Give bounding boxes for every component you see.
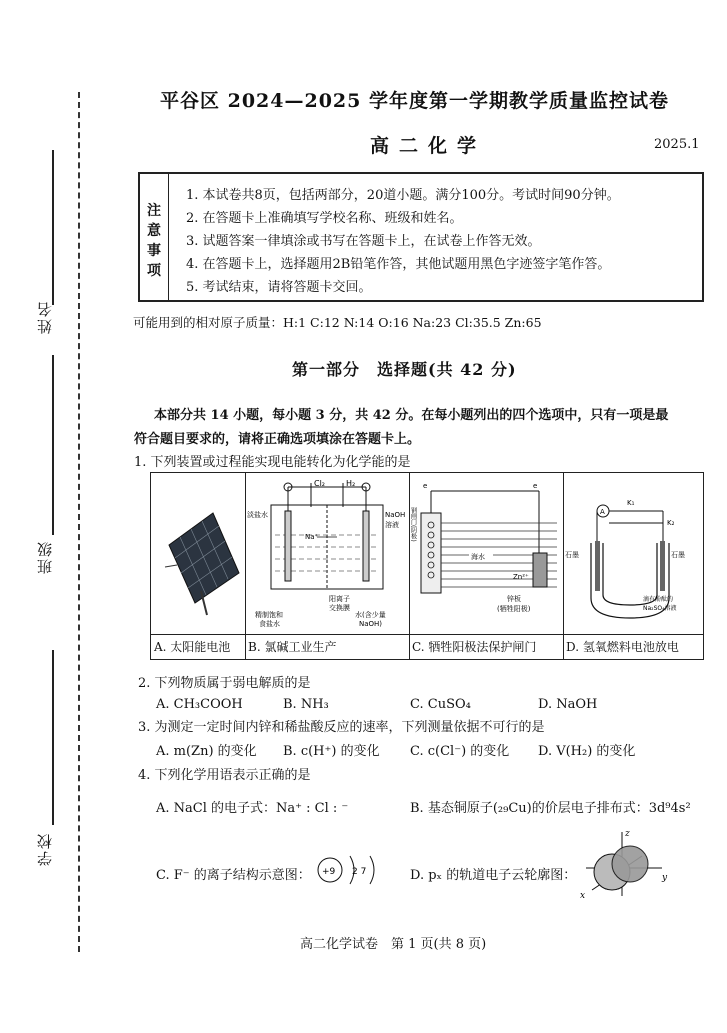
question-2-option-a: A. CH₃COOH: [156, 697, 243, 712]
notice-item: 1. 本试卷共8页，包括两部分，20道小题。满分100分。考试时间90分钟。: [186, 188, 620, 203]
question-2-option-c: C. CuSO₄: [410, 697, 471, 712]
exam-date: 2025.1: [654, 137, 700, 152]
question-1-figure: [150, 472, 704, 660]
label-e2: e: [533, 482, 538, 490]
label-phenolphthalein: 滴有酚酞的: [643, 596, 674, 603]
name-write-line: [52, 150, 54, 305]
notice-item: 5. 考试结束，请将答题卡交回。: [186, 280, 372, 295]
label-zn-ion: Zn²⁺: [513, 573, 529, 581]
notice-heading: [140, 174, 169, 300]
question-2-stem: 2. 下列物质属于弱电解质的是: [138, 676, 311, 691]
label-k2: K₂: [667, 519, 675, 527]
fluoride-ion-diagram: [312, 848, 392, 892]
label-ammeter: A: [600, 508, 605, 516]
binding-dashed-line: [78, 92, 80, 952]
label-membrane: 阳离子: [329, 595, 350, 603]
question-1-stem: 1. 下列装置或过程能实现电能转化为化学能的是: [134, 455, 411, 470]
page-footer: 高二化学试卷 第 1 页(共 8 页): [300, 937, 487, 952]
label-zinc-plate: 锌板: [507, 595, 521, 603]
label-h2: H₂: [346, 479, 356, 488]
notice-item: 3. 试题答案一律填涂或书写在答题卡上，在试卷上作答无效。: [186, 234, 541, 249]
label-gate: 钢闸门(阴极): [409, 507, 417, 542]
atomic-masses: 可能用到的相对原子质量：H:1 C:12 N:14 O:16 Na:23 Cl:35.5 Zn:65: [133, 315, 542, 330]
notice-head-char: 意: [147, 223, 161, 239]
option-b-cell: [245, 473, 410, 659]
question-3-stem: 3. 为测定一定时间内锌和稀盐酸反应的速率，下列测量依据不可行的是: [138, 720, 545, 735]
label-water2: NaOH): [359, 620, 383, 628]
label-graphite-left: 石墨: [565, 551, 579, 559]
label-k1: K₁: [627, 499, 635, 507]
label-dilute-brine: 淡盐水: [247, 511, 268, 519]
label-e1: e: [423, 482, 428, 490]
label-membrane2: 交换膜: [329, 604, 350, 612]
subject-title: 高二化学: [370, 135, 487, 157]
axis-x-label: x: [580, 891, 586, 900]
label-seawater: 海水: [471, 553, 485, 561]
label-na-ion: Na⁺: [305, 533, 319, 541]
solar-panel-image: [151, 473, 245, 633]
part1-title: 第一部分 选择题(共 42 分): [292, 360, 517, 379]
label-graphite-right: 石墨: [671, 551, 685, 559]
notice-head-char: 注: [147, 203, 161, 219]
chlor-alkali-diagram: [245, 473, 409, 633]
school-write-line: [52, 650, 54, 825]
option-d-cell: [563, 473, 703, 659]
part1-intro: 符合题目要求的，请将正确选项填涂在答题卡上。: [134, 432, 421, 447]
part1-intro: 本部分共 14 小题，每小题 3 分，共 42 分。在每小题列出的四个选项中，只有一项是最: [154, 408, 669, 423]
label-solution: 溶液: [385, 521, 399, 529]
question-4-option-a: A. NaCl 的电子式：Na⁺ : Cl : ⁻: [156, 801, 349, 816]
question-2-option-d: D. NaOH: [538, 697, 598, 712]
notice-item: 4. 在答题卡上，选择题用2B铅笔作答，其他试题用黑色字迹签字笔作答。: [186, 257, 611, 272]
option-a-caption: A. 太阳能电池: [151, 634, 245, 659]
option-b-caption: B. 氯碱工业生产: [245, 634, 409, 659]
class-write-line: [52, 355, 54, 535]
sacrificial-anode-diagram: [409, 473, 563, 633]
question-2-option-b: B. NH₃: [283, 697, 329, 712]
label-water: 水(含少量: [355, 611, 386, 619]
question-4-option-c: C. F⁻ 的离子结构示意图：: [156, 868, 311, 883]
option-c-cell: [409, 473, 564, 659]
label-na2so4: Na₂SO₄溶液: [643, 605, 677, 612]
class-label: 班级: [36, 540, 54, 574]
question-3-option-c: C. c(Cl⁻) 的变化: [410, 744, 510, 759]
option-d-caption: D. 氢氧燃料电池放电: [563, 634, 703, 659]
exam-title: 平谷区 2024—2025 学年度第一学期教学质量监控试卷: [160, 90, 669, 112]
question-4-option-d: D. pₓ 的轨道电子云轮廓图：: [410, 868, 577, 883]
axis-z-label: z: [625, 829, 630, 839]
question-3-option-d: D. V(H₂) 的变化: [538, 744, 636, 759]
px-orbital-diagram: [572, 828, 672, 900]
label-saturated-brine2: 食盐水: [259, 620, 280, 628]
notice-box: [138, 172, 704, 302]
notice-head-char: 事: [147, 243, 161, 259]
electron-shells: 2 7: [352, 867, 367, 877]
label-cl2: Cl₂: [314, 479, 326, 488]
question-4-stem: 4. 下列化学用语表示正确的是: [138, 768, 311, 783]
question-3-option-a: A. m(Zn) 的变化: [156, 744, 257, 759]
notice-item: 2. 在答题卡上准确填写学校名称、班级和姓名。: [186, 211, 463, 226]
fuel-cell-diagram: [563, 473, 703, 633]
label-naoh: NaOH: [385, 511, 406, 519]
school-label: 学校: [36, 832, 54, 866]
question-4-option-b: B. 基态铜原子(₂₉Cu)的价层电子排布式：3d⁹4s²: [410, 801, 691, 816]
notice-head-char: 项: [147, 263, 161, 279]
question-3-option-b: B. c(H⁺) 的变化: [283, 744, 380, 759]
option-c-caption: C. 牺牲阳极法保护闸门: [409, 634, 563, 659]
label-anode: (牺牲阳极): [497, 605, 531, 613]
name-label: 姓名: [36, 300, 54, 334]
label-saturated-brine: 精制饱和: [255, 611, 283, 619]
option-a-cell: [151, 473, 246, 659]
axis-y-label: y: [662, 873, 668, 883]
nucleus-charge: +9: [322, 867, 336, 877]
